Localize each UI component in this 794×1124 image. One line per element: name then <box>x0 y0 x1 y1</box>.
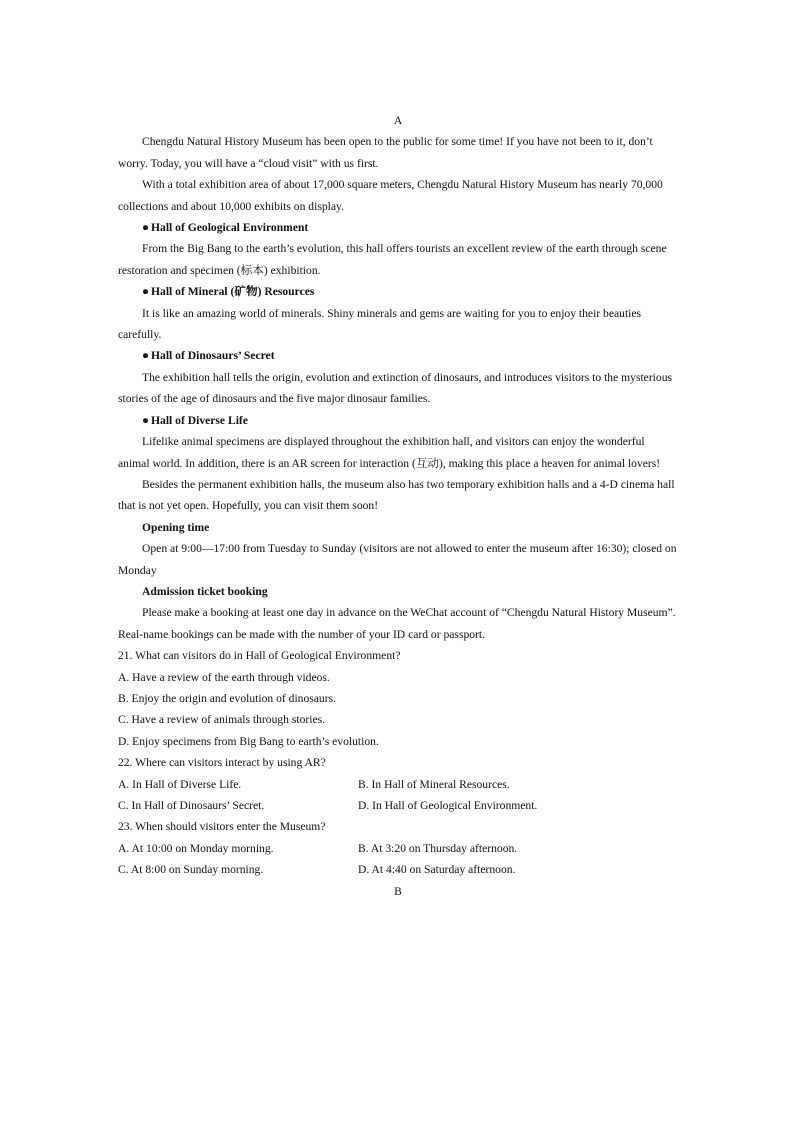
question-22-option-c[interactable]: C. In Hall of Dinosaurs’ Secret. <box>118 799 265 812</box>
hall-desc-dinosaurs: The exhibition hall tells the origin, evolution and extinction of dinosaurs, and introduces visitors to the mysterious stories of the age of dinosaurs and the five major dinosaur families. <box>118 370 673 406</box>
question-22-option-d[interactable]: D. In Hall of Geological Environment. <box>358 799 538 812</box>
bullet-icon: ● <box>142 285 150 299</box>
question-23-option-a[interactable]: A. At 10:00 on Monday morning. <box>118 841 274 855</box>
hall-desc-diverse-life: Lifelike animal specimens are displayed throughout the exhibition hall, and visitors can enjoy the wonderful animal world. In addition, there is an AR screen for interaction (互动), making this place a heaven for animal lovers! <box>118 435 661 470</box>
question-21-option-d[interactable]: D. Enjoy specimens from Big Bang to earth’s evolution. <box>118 734 379 748</box>
intro-paragraph-2: With a total exhibition area of about 17,000 square meters, Chengdu Natural History Museum has nearly 70,000 collections and about 10,000 exhibits on display. <box>118 178 663 213</box>
booking-heading: Admission ticket booking <box>142 584 268 598</box>
reading-passage <box>118 110 678 902</box>
hall-title: Hall of Geological Environment <box>151 221 309 235</box>
opening-time-text: Open at 9:00—17:00 from Tuesday to Sunday (visitors are not allowed to enter the museum after 16:30); closed on Monday <box>118 542 677 577</box>
hall-heading-diverse-life <box>118 410 678 431</box>
booking-text: Please make a booking at least one day in advance on the WeChat account of “Chengdu Natural History Museum”. Real-name bookings can be made with the number of your ID card or passport. <box>118 606 676 641</box>
hall-title: Hall of Dinosaurs’ Secret <box>151 349 275 363</box>
section-a-label: A <box>393 114 403 127</box>
question-22-option-b[interactable]: B. In Hall of Mineral Resources. <box>358 777 510 791</box>
besides-paragraph: Besides the permanent exhibition halls, the museum also has two temporary exhibition halls and a 4-D cinema hall that is not yet open. Hopefully, you can visit them soon! <box>118 477 675 513</box>
intro-paragraph-1: Chengdu Natural History Museum has been open to the public for some time! If you have not been to it, don’t worry. Today, you will have a “cloud visit” with us first. <box>118 135 653 170</box>
question-22-option-a[interactable]: A. In Hall of Diverse Life. <box>118 777 242 791</box>
question-21-stem: 21. What can visitors do in Hall of Geological Environment? <box>118 649 401 663</box>
hall-heading-dinosaurs <box>118 345 678 366</box>
question-21-option-a[interactable]: A. Have a review of the earth through videos. <box>118 670 330 684</box>
question-23-options-row-1 <box>118 838 678 859</box>
question-23-option-c[interactable]: C. At 8:00 on Sunday morning. <box>118 863 264 877</box>
question-23-option-b[interactable]: B. At 3:20 on Thursday afternoon. <box>358 841 518 855</box>
question-23-option-d[interactable]: D. At 4:40 on Saturday afternoon. <box>358 863 516 877</box>
hall-desc-geological: From the Big Bang to the earth’s evolution, this hall offers tourists an excellent review of the earth through scene restoration and specimen (标本) exhibition. <box>118 242 667 277</box>
hall-title: Hall of Mineral (矿物) Resources <box>151 285 315 299</box>
bullet-icon: ● <box>142 413 150 427</box>
question-22-stem: 22. Where can visitors interact by using AR? <box>118 756 326 770</box>
question-23-stem: 23. When should visitors enter the Museum? <box>118 820 326 834</box>
question-22-options-row-2 <box>118 795 678 816</box>
hall-title: Hall of Diverse Life <box>151 413 248 427</box>
hall-desc-mineral: It is like an amazing world of minerals. Shiny minerals and gems are waiting for you to enjoy their beauties carefully. <box>118 306 642 342</box>
section-b-label: B <box>394 884 402 898</box>
hall-heading-mineral <box>118 281 678 302</box>
question-21-option-c[interactable]: C. Have a review of animals through stories. <box>118 713 326 727</box>
hall-heading-geological <box>118 217 678 238</box>
opening-time-heading: Opening time <box>142 520 210 534</box>
bullet-icon: ● <box>142 349 150 363</box>
question-22-options-row-1 <box>118 774 678 795</box>
bullet-icon: ● <box>142 221 150 235</box>
question-23-options-row-2 <box>118 859 678 880</box>
question-21-option-b[interactable]: B. Enjoy the origin and evolution of dinosaurs. <box>118 691 336 705</box>
